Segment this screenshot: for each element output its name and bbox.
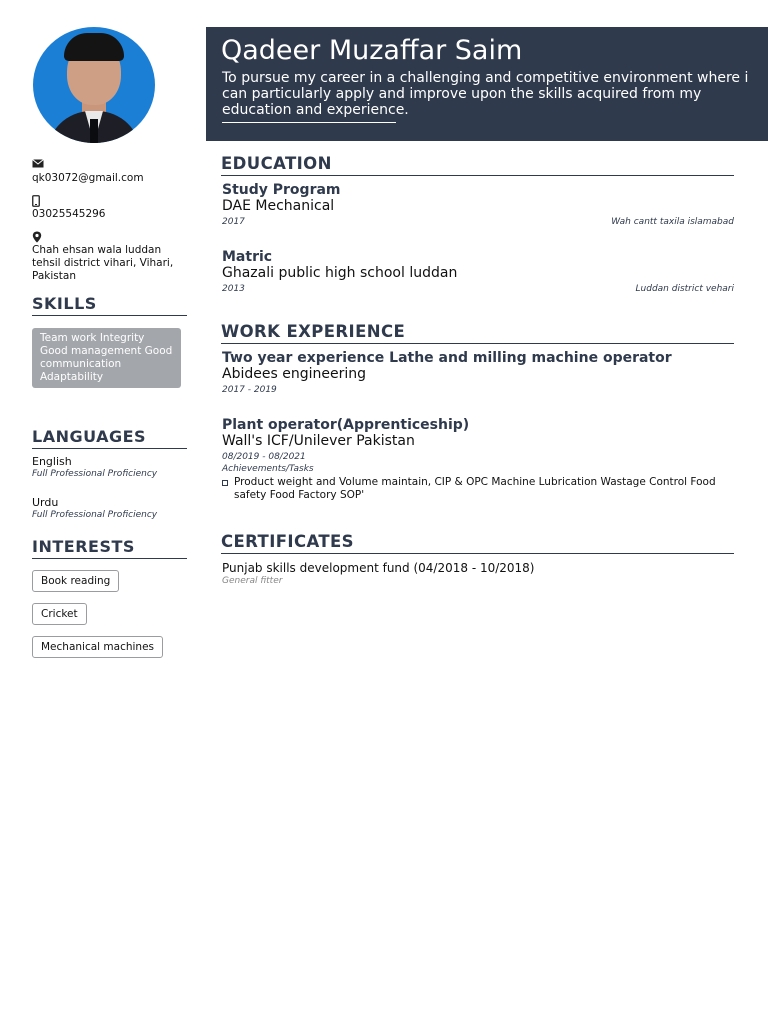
- language-level: Full Professional Proficiency: [32, 469, 158, 479]
- certificate-name: Punjab skills development fund (04/2018 - 10/2018): [222, 561, 535, 575]
- education-title: EDUCATION: [221, 154, 734, 176]
- language-name: English: [32, 455, 72, 468]
- candidate-name: Qadeer Muzaffar Saim: [221, 35, 523, 66]
- language-name: Urdu: [32, 496, 59, 509]
- work-company: Wall's ICF/Unilever Pakistan: [222, 433, 415, 449]
- work-entry: [222, 417, 734, 502]
- languages-title: LANGUAGES: [32, 427, 187, 449]
- achievement-bullet: [222, 476, 734, 502]
- education-date: 2017: [222, 217, 245, 227]
- left-column: [32, 27, 187, 658]
- certificates-title: CERTIFICATES: [221, 532, 734, 554]
- location-pin-icon: [32, 231, 187, 243]
- certificate-detail: General fitter: [222, 576, 283, 586]
- contact-email: [32, 159, 187, 185]
- summary-underline: [222, 122, 396, 123]
- work-company: Abidees engineering: [222, 366, 366, 382]
- interest-chip: Cricket: [32, 603, 87, 625]
- envelope-icon: [32, 159, 187, 171]
- interests-section: [32, 537, 187, 658]
- language-item: [32, 455, 187, 479]
- bullet-square-icon: [222, 480, 228, 486]
- work-section: [222, 322, 734, 502]
- achievements-label: Achievements/Tasks: [222, 464, 314, 474]
- certificates-section: [222, 532, 734, 586]
- work-role: Two year experience Lathe and milling machine operator: [222, 350, 672, 366]
- email-text: qk03072@gmail.com: [32, 172, 144, 184]
- skills-box: Team work Integrity Good management Good communication Adaptability: [32, 328, 181, 388]
- work-role: Plant operator(Apprenticeship): [222, 417, 470, 433]
- interest-chip: Book reading: [32, 570, 119, 592]
- education-section: [222, 154, 734, 294]
- education-degree: Matric: [222, 249, 273, 265]
- education-location: Luddan district vehari: [635, 284, 734, 294]
- education-degree: Study Program: [222, 182, 341, 198]
- header-banner: [206, 27, 768, 141]
- contact-section: [32, 159, 187, 283]
- career-summary: To pursue my career in a challenging and competitive environment where i can particularly apply and improve upon the skills acquired from my education and experience.: [222, 70, 749, 118]
- language-item: [32, 496, 187, 520]
- education-date: 2013: [222, 284, 245, 294]
- achievement-text: Product weight and Volume maintain, CIP & OPC Machine Lubrication Wastage Control Food safety Food Factory SOP': [234, 476, 716, 501]
- education-entry: [222, 182, 734, 227]
- work-entry: [222, 350, 734, 395]
- contact-phone: [32, 195, 187, 221]
- language-level: Full Professional Proficiency: [32, 510, 158, 520]
- contact-address: [32, 231, 187, 283]
- phone-icon: [32, 195, 187, 207]
- skills-title: SKILLS: [32, 294, 187, 316]
- phone-text: 03025545296: [32, 208, 106, 220]
- avatar: [33, 27, 155, 143]
- work-title: WORK EXPERIENCE: [221, 322, 734, 344]
- address-text: Chah ehsan wala luddan tehsil district vihari, Vihari, Pakistan: [32, 244, 174, 282]
- work-dates: 2017 - 2019: [222, 385, 277, 395]
- education-location: Wah cantt taxila islamabad: [611, 217, 734, 227]
- main-column: [222, 154, 734, 586]
- languages-section: [32, 427, 187, 520]
- education-entry: [222, 249, 734, 294]
- education-school: Ghazali public high school luddan: [222, 265, 458, 281]
- education-school: DAE Mechanical: [222, 198, 335, 214]
- skills-section: [32, 294, 187, 388]
- work-dates: 08/2019 - 08/2021: [222, 452, 306, 462]
- interest-chip: Mechanical machines: [32, 636, 163, 658]
- interests-title: INTERESTS: [32, 537, 187, 559]
